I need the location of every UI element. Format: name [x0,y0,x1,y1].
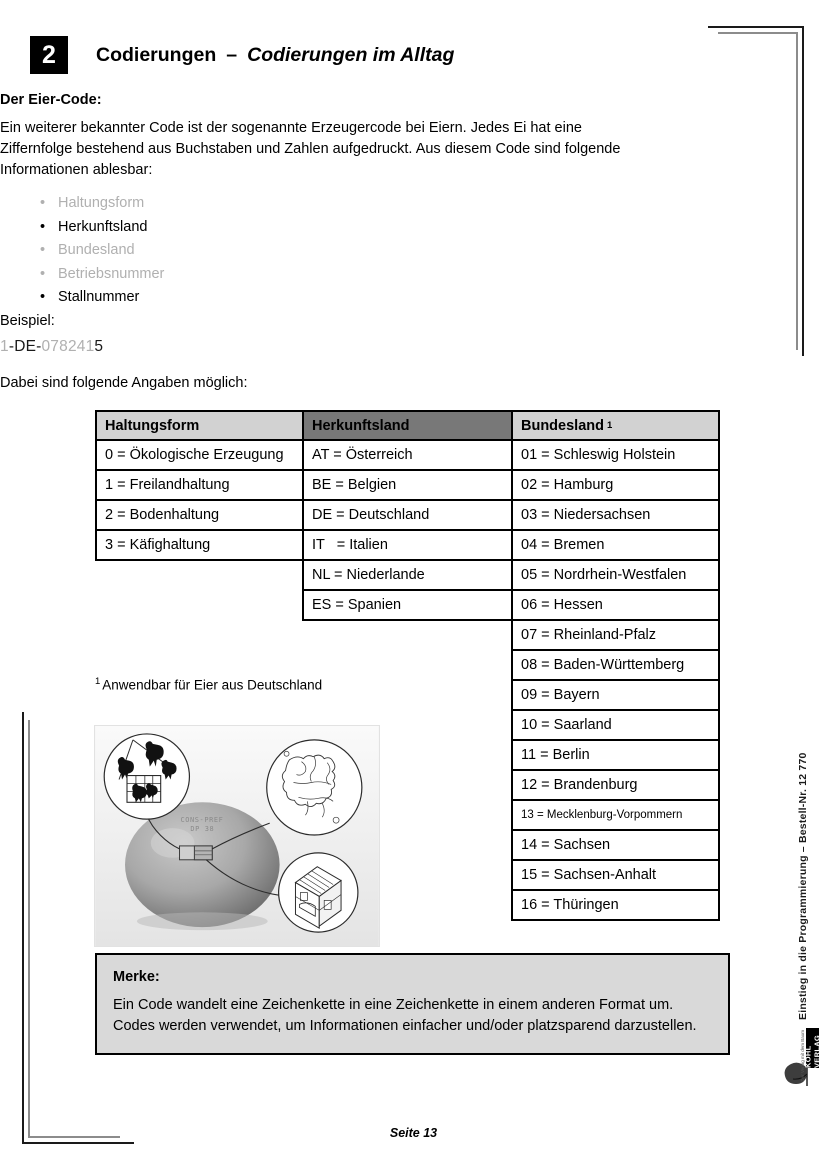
table-header-herkunftsland-text: Herkunftsland [312,417,410,434]
table-cell-bundesland-text: 04 = Bremen [521,537,605,553]
example-code-part: 1 [0,338,9,355]
table-header-bundesland [511,410,720,441]
table-cell-bundesland-text: 06 = Hessen [521,597,603,613]
imprint-side-text: Einstieg in die Programmierung – Bestell-Nr. 12 770 [797,752,809,1020]
table-cell-bundesland-text: 11 = Berlin [521,747,590,763]
table-cell-haltungsform-text: 2 = Bodenhaltung [105,507,220,523]
example-label: Beispiel: [0,313,55,329]
table-cell-bundesland [511,529,720,561]
table-cell-haltungsform [95,439,304,471]
info-bullet-label: Betriebsnummer [58,265,165,282]
bracket-line-horizontal [708,26,804,28]
table-cell-bundesland [511,709,720,741]
table-cell-bundesland [511,829,720,861]
table-cell-bundesland-text: 13 = Mecklenburg-Vorpommern [521,809,683,821]
chapter-header [30,36,454,74]
table-cell-herkunftsland-text: NL = Niederlande [312,567,425,583]
table-column-bundesland [511,410,720,921]
table-cell-bundesland-text: 02 = Hamburg [521,477,614,493]
table-cell-bundesland-text: 15 = Sachsen-Anhalt [521,867,657,883]
bullet-dot-icon: • [40,242,46,258]
table-cell-bundesland [511,469,720,501]
footnote-text: Anwendbar für Eier aus Deutschland [102,677,323,693]
table-cell-bundesland-text: 12 = Brandenburg [521,777,638,793]
table-cell-bundesland [511,619,720,651]
table-column-haltungsform [95,410,304,561]
intro-paragraph: Ein weiterer bekannter Code ist der sogenannte Erzeugercode bei Eiern. Jedes Ei hat eine Ziffernfolge bestehend aus Buchstaben und Zahlen aufgedruckt. Aus diesem Code sind folgende Informationen ablesbar: [0,120,621,178]
example-code-part: -DE- [8,338,42,355]
table-cell-herkunftsland [302,529,513,561]
page-title-main: Codierungen [96,43,217,66]
footnote-marker: 1 [95,676,101,687]
example-code-part: 078241 [41,338,95,355]
bracket-line-vertical [802,26,804,356]
table-cell-bundesland [511,439,720,471]
table-cell-bundesland [511,739,720,771]
page-title [96,44,454,67]
barn-icon [279,853,358,932]
info-bullet-label: Stallnummer [58,289,140,305]
info-bullet-label: Bundesland [58,242,135,258]
svg-text:CONS-PREF: CONS-PREF [180,816,224,825]
info-bullet-item [40,239,164,263]
table-column-herkunftsland [302,410,513,621]
bullet-dot-icon: • [40,218,46,235]
table-cell-bundesland [511,889,720,921]
publisher-tagline: Der Verlag mit dem Baum [800,1030,805,1082]
section-heading: Der Eier-Code: [0,92,102,108]
bracket-line-vertical-inner [796,32,798,350]
bullet-dot-icon: • [40,195,46,211]
table-cell-haltungsform [95,529,304,561]
table-cell-herkunftsland [302,559,513,591]
bracket-line-horizontal-inner [718,32,798,34]
publisher-name: KOHL VERLAG [806,1028,819,1068]
table-cell-herkunftsland-text: ES = Spanien [312,597,402,613]
table-cell-bundesland [511,679,720,711]
merke-box [95,953,730,1055]
table-cell-haltungsform [95,469,304,501]
publisher-logo [777,1028,821,1090]
bullet-dot-icon: • [40,265,46,282]
table-cell-bundesland-text: 03 = Niedersachsen [521,507,651,523]
chapter-number-badge: 2 [30,36,68,74]
table-footnote [95,676,322,693]
table-header-herkunftsland [302,410,513,441]
table-header-bundesland-text: Bundesland [521,417,604,434]
svg-text:DP 38: DP 38 [190,825,215,834]
table-cell-herkunftsland [302,469,513,501]
bracket-line-horizontal [22,1142,134,1144]
table-cell-bundesland [511,769,720,801]
table-cell-herkunftsland [302,439,513,471]
egg-code-illustration [94,725,380,947]
table-cell-herkunftsland [302,499,513,531]
info-bullet-item [40,286,164,310]
egg-illustration-svg [95,726,379,946]
europe-map-icon [267,740,362,835]
title-separator: – [226,43,238,66]
table-cell-herkunftsland [302,589,513,621]
chickens-icon [104,734,189,819]
table-cell-herkunftsland-text: AT = Österreich [312,447,413,463]
table-cell-haltungsform [95,499,304,531]
table-cell-bundesland-text: 05 = Nordrhein-Westfalen [521,567,687,583]
corner-bracket-top-right [708,26,804,356]
table-cell-bundesland [511,649,720,681]
table-cell-herkunftsland-text: DE = Deutschland [312,507,430,523]
table-cell-herkunftsland-text: BE = Belgien [312,477,397,493]
page-number: Seite 13 [389,1126,438,1140]
table-cell-herkunftsland-text: IT = Italien [312,537,388,553]
table-cell-haltungsform-text: 3 = Käfighaltung [105,537,211,553]
table-cell-bundesland [511,559,720,591]
merke-body: Ein Code wandelt eine Zeichenkette in eine Zeichenkette in einem anderen Format um. Codes werden verwendet, um Informationen einfacher und/oder platzsparend darzustellen. [113,997,697,1034]
table-cell-bundesland-text: 14 = Sachsen [521,837,611,853]
info-bullet-label: Haltungsform [58,195,145,211]
table-header-haltungsform-text: Haltungsform [105,417,200,434]
bracket-line-vertical-inner [28,720,30,1136]
table-cell-bundesland [511,799,720,831]
table-cell-haltungsform-text: 0 = Ökologische Erzeugung [105,447,284,463]
table-cell-bundesland-text: 09 = Bayern [521,687,600,703]
info-bullet-item [40,192,164,216]
info-bullet-list [40,192,164,310]
footnote-marker: 1 [606,420,613,431]
table-cell-bundesland [511,589,720,621]
table-cell-bundesland-text: 08 = Baden-Württemberg [521,657,685,673]
bullet-dot-icon: • [40,289,46,305]
example-code-part: 5 [94,338,104,355]
merke-title: Merke: [113,969,160,985]
page-title-sub: Codierungen im Alltag [247,43,455,66]
table-cell-bundesland-text: 07 = Rheinland-Pfalz [521,627,657,643]
table-cell-bundesland-text: 01 = Schleswig Holstein [521,447,676,463]
table-cell-bundesland [511,859,720,891]
table-lead-in: Dabei sind folgende Angaben möglich: [0,375,248,391]
info-bullet-label: Herkunftsland [58,218,148,235]
bracket-line-vertical [22,712,24,1144]
example-code [0,338,103,356]
info-bullet-item [40,263,164,287]
table-cell-bundesland [511,499,720,531]
table-cell-bundesland-text: 16 = Thüringen [521,897,619,913]
info-bullet-item [40,216,164,240]
table-header-haltungsform [95,410,304,441]
table-cell-bundesland-text: 10 = Saarland [521,717,612,733]
table-cell-haltungsform-text: 1 = Freilandhaltung [105,477,230,493]
